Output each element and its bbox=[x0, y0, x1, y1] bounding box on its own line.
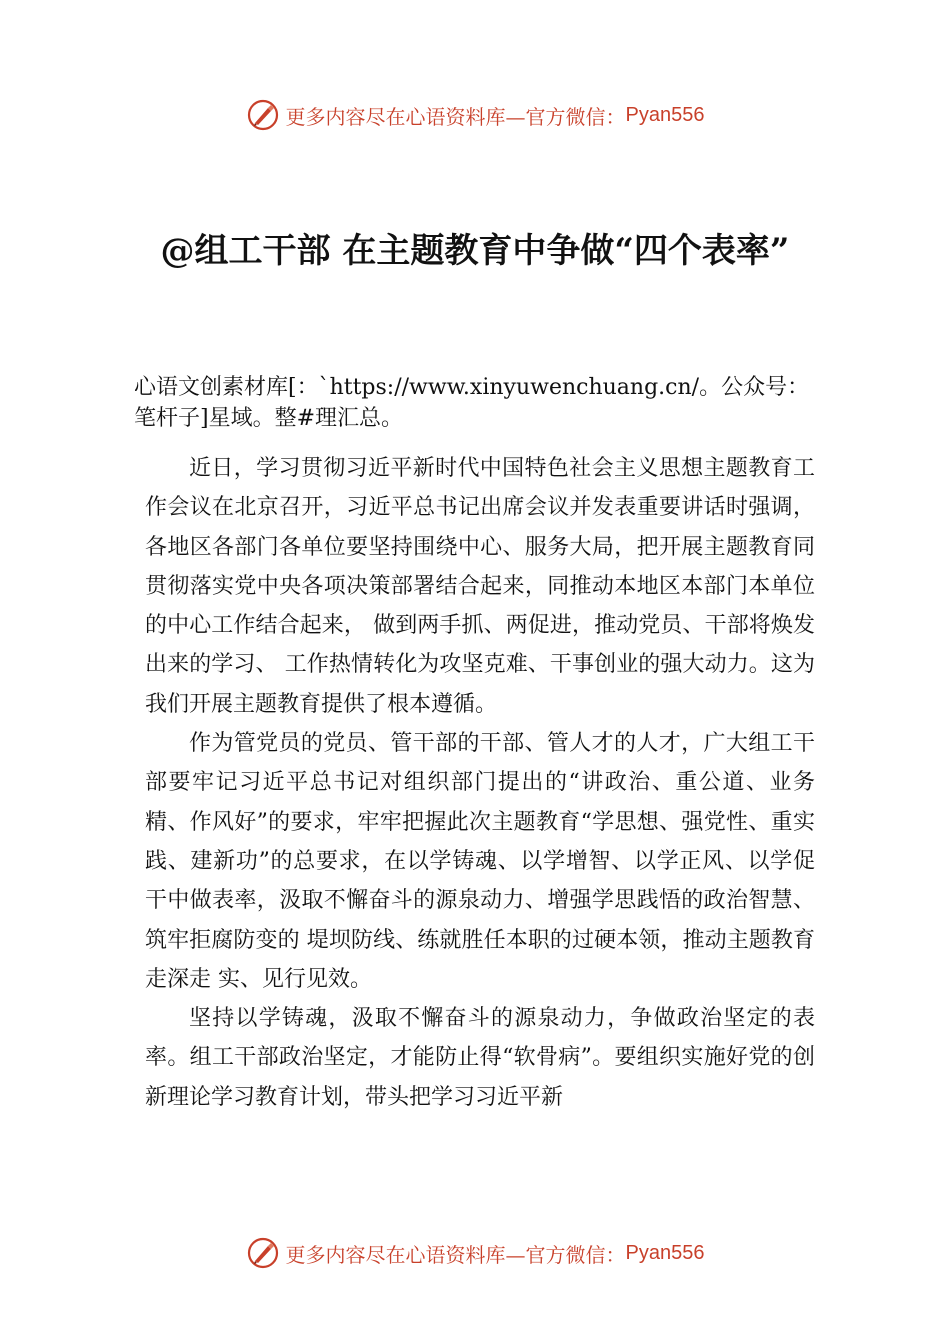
watermark-banner-top bbox=[0, 93, 950, 137]
watermark-wechat-id: Pyan556 bbox=[625, 1241, 705, 1264]
document-title: @组工干部 在主题教育中争做“四个表率” bbox=[160, 231, 790, 271]
document-body bbox=[145, 449, 815, 1117]
pen-logo-icon bbox=[246, 98, 280, 132]
paragraph-1: 近日，学习贯彻习近平新时代中国特色社会主义思想主题教育工作会议在北京召开，习近平总书记出席会议并发表重要讲话时强调，各地区各部门各单位要坚持围绕中心、服务大局，把开展主题教育同贯彻落实党中央各项决策部署结合起来，同推动本地区本部门本单位的中心工作结合起来， 做到两手抓、两促进，推动党员、干部将焕发出来的学习、 工作热情转化为攻坚克难、干事创业的强大动力。这为我们开展主题教育提供了根本遵循。 bbox=[145, 456, 815, 717]
paragraph-2: 作为管党员的党员、管干部的干部、管人才的人才，广大组工干部要牢记习近平总书记对组织部门提出的“讲政治、重公道、业务精、作风好”的要求，牢牢把握此次主题教育“学思想、强党性、重实践、建新功”的总要求，在以学铸魂、以学增智、以学正风、以学促干中做表率，汲取不懈奋斗的源泉动力、增强学思践悟的政治智慧、筑牢拒腐防变的 堤坝防线、练就胜任本职的过硬本领，推动主题教育走深走 实、见行见效。 bbox=[145, 731, 815, 992]
watermark-text: 更多内容尽在心语资料库—官方微信： bbox=[285, 104, 626, 129]
paragraph-3: 坚持以学铸魂，汲取不懈奋斗的源泉动力，争做政治坚定的表率。组工干部政治坚定，才能防止得“软骨病”。要组织实施好党的创新理论学习教育计划，带头把学习习近平新 bbox=[145, 1006, 815, 1110]
pen-logo-icon bbox=[246, 1236, 280, 1270]
watermark-wechat-id: Pyan556 bbox=[625, 103, 705, 126]
watermark-banner-bottom bbox=[0, 1231, 950, 1275]
source-line: 心语文创素材库[：`https://www.xinyuwenchuang.cn/。公众号：笔杆子]星域。整#理汇总。 bbox=[134, 375, 810, 431]
watermark-text: 更多内容尽在心语资料库—官方微信： bbox=[285, 1242, 626, 1267]
